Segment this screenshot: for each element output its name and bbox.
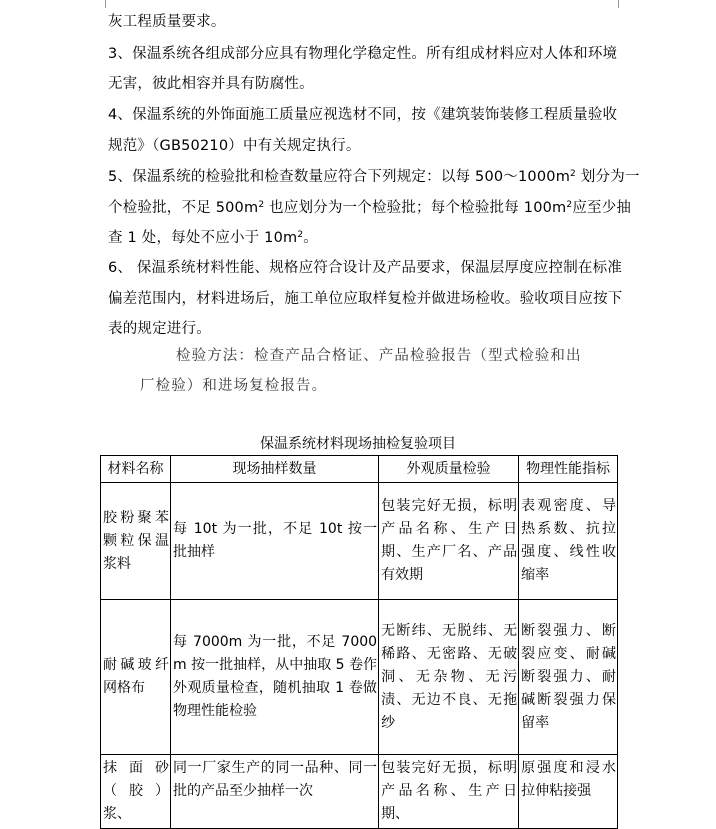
- paragraph-line: [108, 165, 640, 186]
- text-run: 5、保温系统的检验批和检查数量应符合下列规定：以每 500～1000m: [108, 169, 571, 185]
- paragraph-line: 6、 保温系统材料性能、规格应符合设计及产品要求，保温层厚度应控制在标准: [108, 260, 623, 276]
- table-cell: 包装完好无损，标明产品名称、生产日期、生产厂名、产品有效期: [379, 483, 519, 600]
- crop-mark-left: [95, 0, 106, 8]
- text-run: 查 1 处，每处不应小于 10m: [108, 230, 298, 246]
- table-cell: 原强度和浸水拉伸粘接强: [519, 755, 618, 829]
- table-cell: 包装完好无损，标明产品名称、生产日期、: [379, 755, 519, 829]
- superscript: 2: [570, 169, 576, 179]
- table-row: [101, 600, 618, 755]
- table-header-row: [101, 456, 618, 483]
- table-cell: 耐碱玻纤网格布: [101, 600, 171, 755]
- table-cell: 断裂强力、断裂应变、耐碱断裂强力、耐碱断裂强力保留率: [519, 600, 618, 755]
- inspection-method-line: 厂检验）和进场复检报告。: [140, 378, 328, 394]
- header-cell: 物理性能指标: [519, 456, 618, 483]
- header-cell: 外观质量检验: [379, 456, 519, 483]
- text-run: 也应划分为一个检验批；每个检验批每 100m: [264, 200, 567, 216]
- text-run: 应至少抽: [572, 200, 632, 216]
- superscript: 2: [566, 200, 573, 210]
- table-caption: 保温系统材料现场抽检复验项目: [260, 436, 456, 452]
- table-cell: 每 10t 为一批，不足 10t 按一批抽样: [171, 483, 379, 600]
- header-cell: 材料名称: [101, 456, 171, 483]
- text-run: 划分为一: [575, 169, 640, 185]
- inspection-table: [100, 455, 618, 829]
- paragraph-line: 无害，彼此相容并具有防腐性。: [108, 76, 314, 92]
- table-row: [101, 755, 618, 829]
- text-run: 。: [303, 230, 318, 246]
- paragraph-line: 规范》（GB50210）中有关规定执行。: [108, 138, 361, 154]
- paragraph-line: 3、保温系统各组成部分应具有物理化学稳定性。所有组成材料应对人体和环境: [108, 46, 618, 62]
- paragraph-line: [108, 226, 318, 247]
- paragraph-line: [108, 196, 631, 217]
- paragraph-line: 4、保温系统的外饰面施工质量应视选材不同，按《建筑装饰装修工程质量验收: [108, 107, 618, 123]
- superscript: 2: [258, 200, 265, 210]
- paragraph-line: 偏差范围内，材料进场后，施工单位应取样复检并做进场检收。验收项目应按下: [108, 291, 623, 307]
- paragraph-line: 表的规定进行。: [108, 321, 211, 337]
- paragraph-line: 灰工程质量要求。: [108, 14, 226, 30]
- table-cell: 同一厂家生产的同一品种、同一批的产品至少抽样一次: [171, 755, 379, 829]
- crop-mark-right: [618, 0, 629, 8]
- table-cell: 每 7000m 为一批，不足 7000m 按一批抽样，从中抽取 5 卷作外观质量检查，随机抽取 1 卷做物理性能检验: [171, 600, 379, 755]
- header-cell: 现场抽样数量: [171, 456, 379, 483]
- table-cell: 胶粉聚苯颗粒保温浆料: [101, 483, 171, 600]
- text-run: 个检验批，不足 500m: [108, 200, 259, 216]
- inspection-method-line: 检验方法：检查产品合格证、产品检验报告（型式检验和出: [176, 348, 582, 364]
- table-cell: 表观密度、导热系数、抗拉强度、线性收缩率: [519, 483, 618, 600]
- table-cell: 无断纬、无脱纬、无稀路、无密路、无破洞、无杂物、无污渍、无边不良、无拖纱: [379, 600, 519, 755]
- superscript: 2: [297, 230, 304, 240]
- table-cell: 抹面砂（胶）浆、: [101, 755, 171, 829]
- table-row: [101, 483, 618, 600]
